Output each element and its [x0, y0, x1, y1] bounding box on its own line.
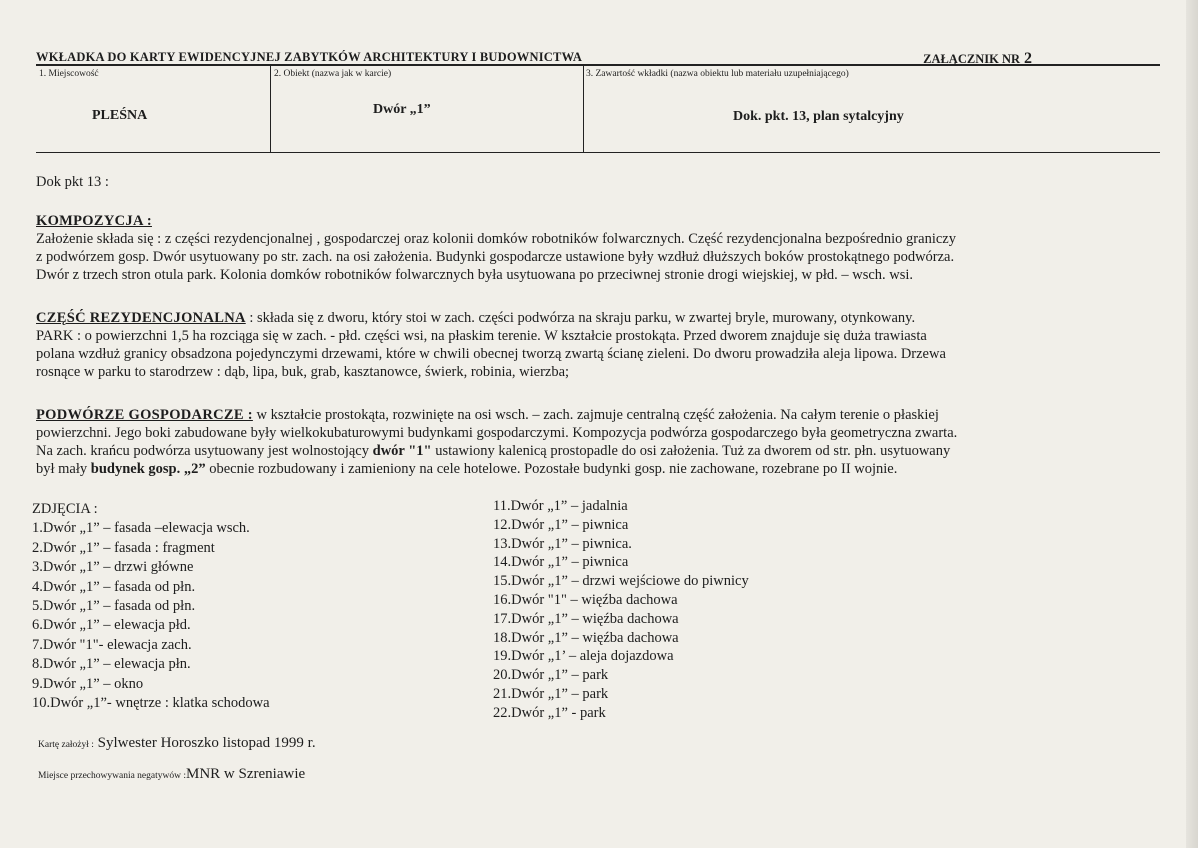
form-header — [36, 45, 1160, 67]
podworze-line: powierzchni. Jego boki zabudowane były wielkokubaturowymi budynkami gospodarczymi. Kompozycja podwórza gospodarczego była geometryczna zwarta. — [36, 425, 958, 441]
podworze-line-4-bold: budynek gosp. „2” — [90, 461, 206, 477]
photo-item: 16.Dwór "1" – więźba dachowa — [493, 591, 678, 608]
doc-reference: Dok pkt 13 : — [36, 174, 109, 190]
photo-item: 5.Dwór „1” – fasada od płn. — [32, 598, 196, 615]
photo-item: 4.Dwór „1” – fasada od płn. — [32, 578, 196, 595]
section-kompozycja — [36, 212, 956, 284]
podworze-first-line — [36, 406, 957, 424]
field-contents-value: Dok. pkt. 13, plan sytalcyjny — [733, 109, 904, 124]
field-object-value: Dwór „1” — [373, 102, 431, 117]
field-locality-value: PLEŚNA — [92, 108, 148, 123]
field-locality — [36, 66, 270, 152]
photo-item: 3.Dwór „1” – drzwi główne — [32, 559, 194, 576]
photo-item: 10.Dwór „1”- wnętrze : klatka schodowa — [32, 695, 270, 712]
photo-item: 13.Dwór „1” – piwnica. — [493, 535, 632, 552]
storage-label: Miejsce przechowywania negatywów : — [38, 771, 186, 781]
rezydencjonalna-title: CZĘŚĆ REZYDENCJONALNA — [36, 310, 246, 326]
photo-item: 21.Dwór „1” – park — [493, 685, 609, 702]
storage-line — [38, 765, 305, 783]
field-contents-label: 3. Zawartość wkładki (nazwa obiektu lub materiału uzupełniającego) — [586, 69, 849, 79]
rezydencjonalna-first-line — [36, 309, 946, 327]
photo-item: 20.Dwór „1” – park — [493, 667, 609, 684]
section-podworze — [36, 406, 957, 478]
rezydencjonalna-line: rosnące w parku to starodrzew : dąb, lipa, buk, grab, kasztanowce, świerk, robinia, wierzba; — [36, 364, 570, 380]
photo-item: 19.Dwór „1’ – aleja dojazdowa — [493, 648, 674, 665]
photo-item: 12.Dwór „1” – piwnica — [493, 516, 629, 533]
page-edge — [1186, 0, 1198, 848]
photos-list-1 — [32, 500, 270, 713]
annex-label-text: ZAŁĄCZNIK NR — [923, 52, 1020, 66]
podworze-line-4-b: obecnie rozbudowany i zamieniony na cele hotelowe. Pozostałe budynki gosp. nie zachowane, rozebrane po II wojnie. — [205, 461, 898, 477]
photo-item: 1.Dwór „1” – fasada –elewacja wsch. — [32, 520, 250, 537]
field-table — [36, 64, 1160, 153]
photo-item: 15.Dwór „1” – drzwi wejściowe do piwnicy — [493, 573, 749, 590]
field-contents — [583, 66, 1160, 152]
photos-list-2 — [493, 497, 749, 723]
podworze-text: w kształcie prostokąta, rozwinięte na osi wsch. – zach. zajmuje centralną część założenia. Na całym terenie o płaskiej — [252, 407, 939, 423]
podworze-line-4-a: był mały — [36, 461, 91, 477]
field-object — [270, 66, 584, 152]
photo-item: 18.Dwór „1” – więźba dachowa — [493, 629, 679, 646]
photo-item: 22.Dwór „1” - park — [493, 704, 606, 721]
podworze-line-3-bold: dwór "1" — [372, 443, 432, 459]
podworze-line-3 — [36, 442, 957, 460]
photo-item: 14.Dwór „1” – piwnica — [493, 554, 629, 571]
author-label: Kartę założył : — [38, 740, 94, 750]
rezydencjonalna-line: polana wzdłuż granicy obsadzona pojedynczymi drzewami, które w chwili obecnej tworzą zwartą ścianę zieleni. Do dworu prowadziła aleja lipowa. Drzewa — [36, 346, 946, 362]
photo-item: 11.Dwór „1” – jadalnia — [493, 498, 628, 514]
field-locality-label: 1. Miejscowość — [39, 69, 99, 79]
field-object-label: 2. Obiekt (nazwa jak w karcie) — [274, 69, 392, 79]
storage-value: MNR w Szreniawie — [186, 766, 306, 782]
rezydencjonalna-line: PARK : o powierzchni 1,5 ha rozciąga się w zach. - płd. części wsi, na płaskim terenie. W kształcie prostokąta. Przed dworem znajduje się duża trawiasta — [36, 328, 927, 344]
photo-item: 2.Dwór „1” – fasada : fragment — [32, 539, 215, 556]
kompozycja-line: Założenie składa się : z części rezydencjonalnej , gospodarczej oraz kolonii domków robotników folwarcznych. Część rezydencjonalna bezpośrednio graniczy — [36, 231, 956, 247]
photo-item: 6.Dwór „1” – elewacja płd. — [32, 617, 191, 634]
photos-title: ZDJĘCIA : — [32, 501, 98, 517]
podworze-line-3-a: Na zach. krańcu podwórza usytuowany jest wolnostojący — [36, 443, 373, 459]
kompozycja-line: z podwórzem gosp. Dwór usytuowany po str. zach. na osi założenia. Budynki gospodarcze ustawione były wzdłuż dłuższych boków prostokątnego podwórza. — [36, 249, 955, 265]
kompozycja-title: KOMPOZYCJA : — [36, 213, 152, 229]
photo-item: 9.Dwór „1” – okno — [32, 675, 144, 692]
podworze-line-3-b: ustawiony kalenicą prostopadle do osi założenia. Tuż za dworem od str. płn. usytuowany — [431, 443, 951, 459]
podworze-title: PODWÓRZE GOSPODARCZE : — [36, 407, 253, 423]
annex-number: 2 — [1024, 50, 1032, 67]
kompozycja-line: Dwór z trzech stron otula park. Kolonia domków robotników folwarcznych była usytuowana po przeciwnej stronie drogi wiejskiej, w płd. – wsch. wsi. — [36, 267, 914, 283]
podworze-line-4 — [36, 460, 957, 478]
photo-item: 17.Dwór „1” – więźba dachowa — [493, 610, 679, 627]
photo-item: 7.Dwór "1"- elewacja zach. — [32, 636, 192, 653]
author-line — [38, 734, 316, 752]
section-rezydencjonalna — [36, 309, 946, 381]
photo-item: 8.Dwór „1” – elewacja płn. — [32, 656, 191, 673]
author-value: Sylwester Horoszko listopad 1999 r. — [93, 735, 316, 751]
form-title: WKŁADKA DO KARTY EWIDENCYJNEJ ZABYTKÓW ARCHITEKTURY I BUDOWNICTWA — [36, 50, 583, 64]
rezydencjonalna-text: : składa się z dworu, który stoi w zach. części podwórza na skraju parku, w zwartej bryle, murowany, otynkowany. — [245, 310, 916, 326]
